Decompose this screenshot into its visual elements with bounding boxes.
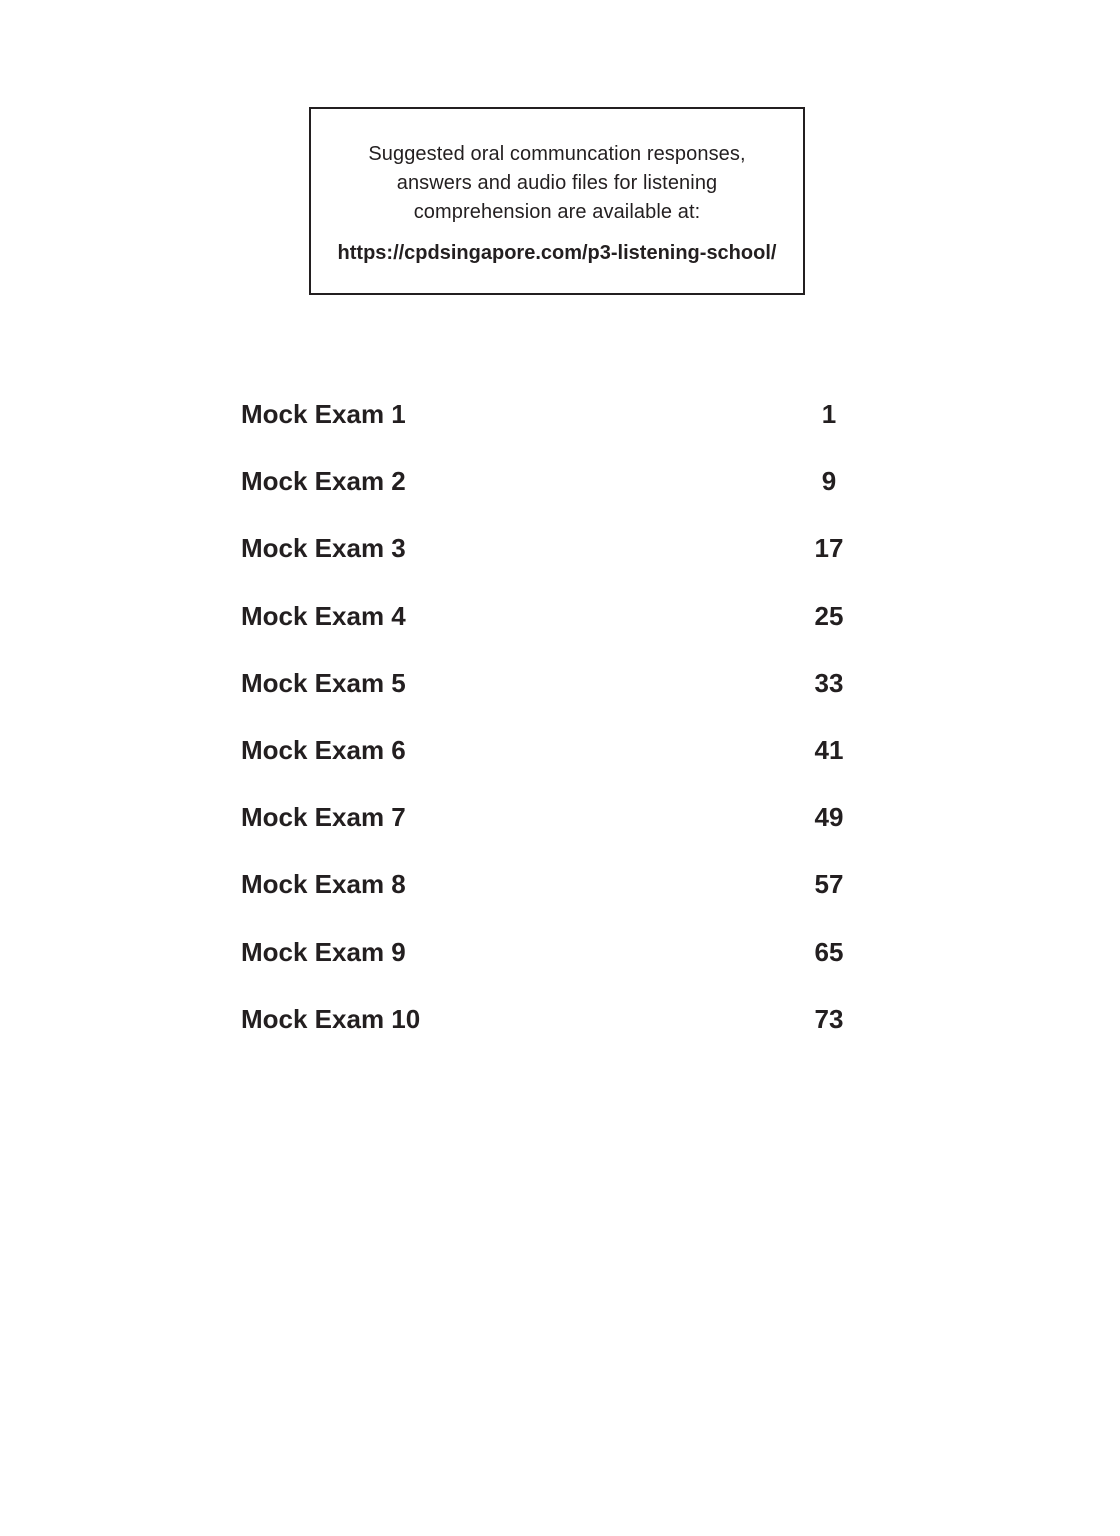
toc-entry-page-number: 33	[814, 667, 844, 698]
notice-line-3: comprehension are available at:	[413, 201, 701, 223]
toc-entry-title: Mock Exam 9	[241, 936, 406, 967]
toc-entry-page-number: 73	[814, 1003, 844, 1034]
toc-entry-title: Mock Exam 10	[241, 1003, 421, 1034]
notice-line-1: Suggested oral communcation responses,	[368, 143, 746, 165]
notice-line-2: answers and audio files for listening	[396, 172, 718, 194]
resources-notice-box	[309, 107, 805, 295]
toc-entry-mock-exam-5[interactable]	[241, 660, 861, 727]
toc-entry-page-number: 49	[814, 802, 844, 833]
toc-entry-page-number: 25	[814, 600, 844, 631]
toc-entry-page-number: 65	[814, 936, 844, 967]
toc-entry-mock-exam-7[interactable]	[241, 794, 861, 861]
toc-entry-mock-exam-8[interactable]	[241, 861, 861, 928]
toc-entry-page-number: 9	[821, 466, 837, 497]
toc-entry-mock-exam-2[interactable]	[241, 458, 861, 525]
toc-entry-mock-exam-1[interactable]	[241, 391, 861, 458]
toc-entry-page-number: 57	[814, 869, 844, 900]
toc-entry-title: Mock Exam 2	[241, 466, 406, 497]
toc-entry-page-number: 41	[814, 734, 844, 765]
toc-entry-page-number: 1	[821, 399, 837, 429]
toc-entry-title: Mock Exam 8	[241, 869, 406, 900]
toc-entry-title: Mock Exam 3	[241, 533, 406, 564]
toc-entry-mock-exam-10[interactable]	[241, 996, 861, 1063]
toc-entry-title: Mock Exam 6	[241, 734, 406, 765]
toc-entry-mock-exam-6[interactable]	[241, 727, 861, 794]
table-of-contents	[241, 391, 861, 1063]
toc-entry-title: Mock Exam 4	[241, 600, 406, 631]
notice-text	[311, 140, 803, 227]
toc-entry-mock-exam-4[interactable]	[241, 593, 861, 660]
toc-entry-title: Mock Exam 7	[241, 802, 406, 833]
toc-entry-page-number: 17	[814, 533, 844, 564]
toc-entry-mock-exam-9[interactable]	[241, 929, 861, 996]
toc-entry-title: Mock Exam 5	[241, 667, 406, 698]
resources-url-link[interactable]: https://cpdsingapore.com/p3-listening-school/	[337, 242, 777, 264]
toc-entry-mock-exam-3[interactable]	[241, 525, 861, 592]
toc-entry-title: Mock Exam 1	[241, 399, 406, 429]
